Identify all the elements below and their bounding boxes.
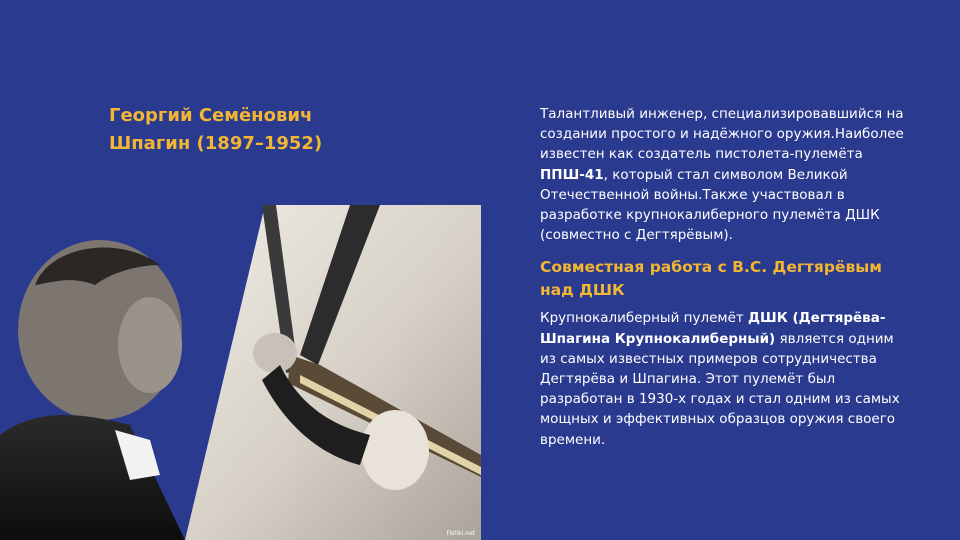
title-line-1: Георгий Семёнович — [109, 105, 313, 126]
bio-text-1: Талантливый инженер, специализировавшийся на создании простого и надёжного оружия.Наиболее известен как создатель пистолета-пулемёта — [540, 106, 904, 163]
dshk-text-2: является одним из самых известных примеров сотрудничества Дегтярёва и Шпагина. Этот пулемёт был разработан в 1930-х годах и стал одним из самых мощных и эффективных образцов оружия своего времени. — [540, 330, 900, 448]
dshk-text-1: Крупнокалиберный пулемёт — [540, 310, 749, 327]
section-subtitle: Совместная работа с В.С. Дегтярёвым над ДШК — [540, 258, 882, 300]
photo-credit: Fishki.net — [446, 530, 475, 537]
dshk-paragraph — [540, 308, 912, 449]
content-column — [540, 104, 912, 450]
bio-paragraph — [540, 104, 912, 245]
title-line-2: Шпагин (1897–1952) — [109, 133, 323, 154]
dshk-highlight: ДШК (Дегтярёва-Шпагина Крупнокалиберный) — [540, 310, 886, 347]
portrait-illustration — [0, 205, 481, 540]
portrait-photo — [0, 205, 481, 540]
bio-highlight: ППШ-41 — [540, 166, 604, 183]
bio-text-2: , который стал символом Великой Отечественной войны.Также участвовал в разработке крупнокалиберного пулемёта ДШК (совместно с Дегтярёвым). — [540, 166, 880, 244]
slide-title — [109, 102, 429, 158]
